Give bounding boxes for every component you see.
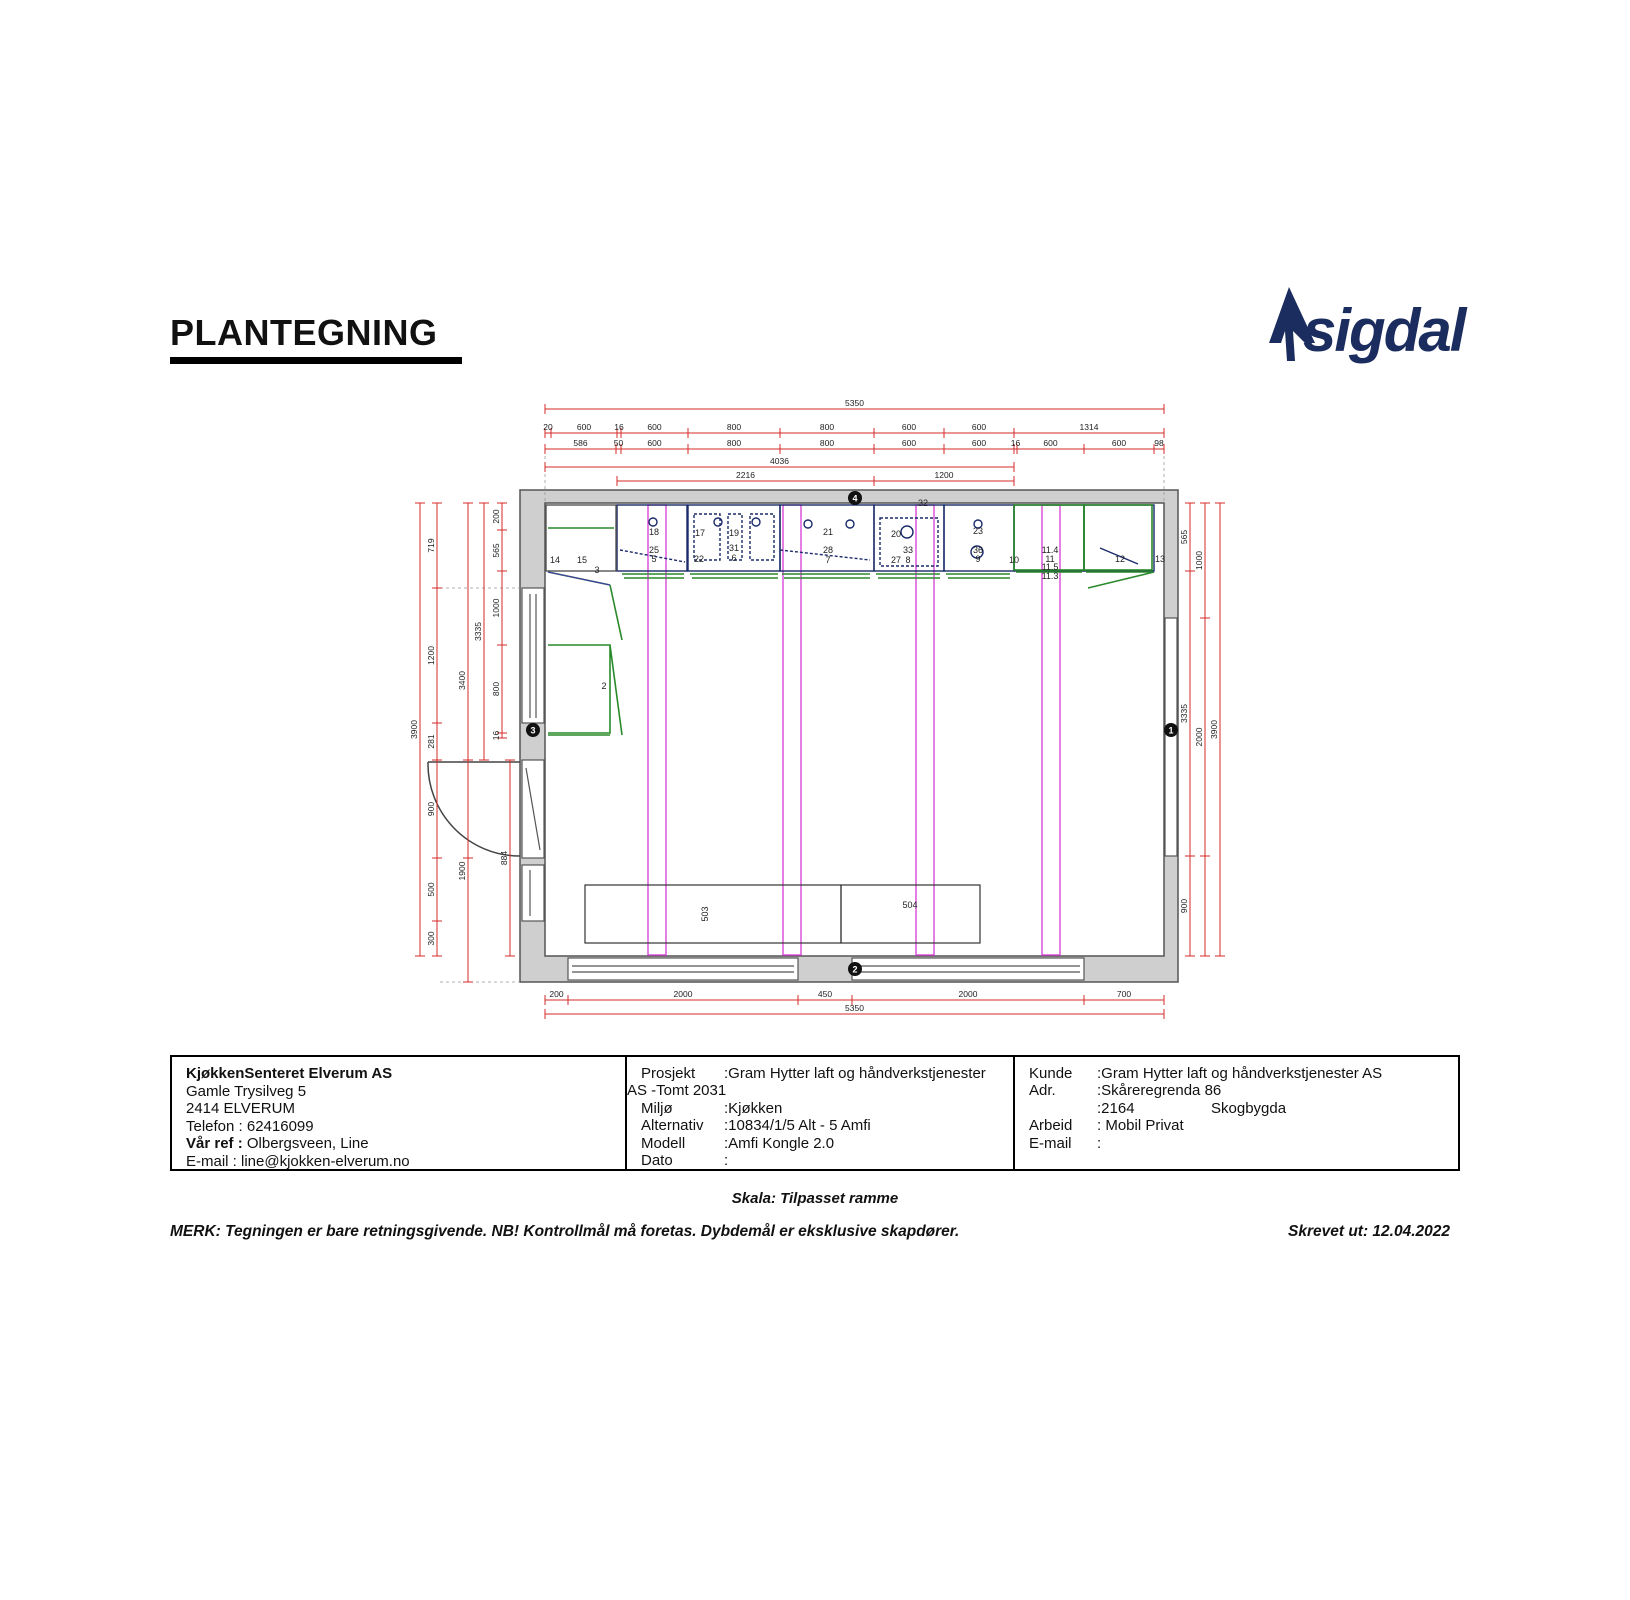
cabinet-label: 3 — [594, 565, 600, 575]
dim-right-col2-label: 2000 — [1194, 727, 1204, 747]
dim-top-row4-label: 2216 — [736, 470, 755, 480]
cabinet-label: 25 — [648, 545, 660, 555]
cabinet-label: 14 — [549, 555, 561, 565]
window-bottom-right — [852, 958, 1084, 980]
cabinet-label: 11.4 — [1041, 545, 1059, 555]
cabinet-label: 11 — [1045, 554, 1055, 564]
cabinet-label: 32 — [917, 498, 929, 508]
dim-bottom-row-label: 2000 — [673, 989, 693, 999]
dim-left-col5-label: 800 — [491, 681, 501, 697]
cabinet-label: 12 — [1114, 554, 1126, 564]
email-value: : — [1097, 1135, 1102, 1152]
dim-right-outer-label: 3900 — [1209, 720, 1219, 739]
ceiling-beams — [648, 505, 1060, 955]
company-zip-city: 2414 ELVERUM — [186, 1100, 295, 1117]
cabinet-label: 5 — [651, 554, 657, 564]
cabinet-label: 11.5 — [1041, 562, 1059, 572]
cabinet-label: 2 — [601, 681, 607, 691]
wall-marker-number: 3 — [530, 725, 536, 736]
dim-top-row1-label: 600 — [576, 422, 592, 432]
city-value: Skogbygda — [1211, 1100, 1287, 1117]
scale-text: Skala: Tilpasset ramme — [731, 1190, 899, 1207]
cabinet-label: 9 — [975, 554, 981, 564]
dim-top-row1-label: 600 — [901, 422, 917, 432]
ref-value: Olbergsveen, Line — [242, 1135, 369, 1152]
dim-left-col2-label: 500 — [426, 882, 436, 897]
miljo-label: Miljø — [641, 1100, 673, 1117]
door-swing — [428, 762, 520, 856]
title-block — [170, 1055, 1460, 1171]
island-label: 503 — [700, 906, 710, 922]
cabinet-label: 17 — [694, 528, 706, 538]
email-label: E-mail — [1029, 1135, 1072, 1152]
company-email: E-mail : line@kjokken-elverum.no — [186, 1152, 410, 1170]
wall-markers — [526, 491, 1178, 976]
wall-cabinets — [546, 505, 1154, 571]
printed-date: Skrevet ut: 12.04.2022 — [1288, 1223, 1450, 1240]
cabinet-label: 21 — [822, 527, 834, 537]
dim-top-row1-label: 1314 — [1079, 422, 1099, 432]
dim-top-row2-label: 800 — [819, 438, 835, 448]
island-cabinet-504 — [841, 885, 980, 943]
cabinet-label: 31 — [728, 543, 740, 553]
dim-top-row2-label: 600 — [1111, 438, 1127, 448]
company-name: KjøkkenSenteret Elverum AS — [186, 1065, 393, 1082]
dim-left-col3b-label: 1900 — [457, 861, 467, 881]
dim-top-row2-label: 600 — [901, 438, 917, 448]
dim-right-col1-label: 900 — [1179, 898, 1189, 914]
dato-value: : — [724, 1152, 729, 1169]
zip-value: :2164 — [1097, 1100, 1135, 1117]
dim-top-row2-label: 600 — [1043, 438, 1058, 448]
cabinet-label: 18 — [648, 527, 660, 537]
cabinet-labels — [550, 498, 1165, 922]
wall-marker-number: 1 — [1168, 725, 1174, 736]
dim-left-col2-label: 1200 — [426, 646, 436, 665]
window-left-bottom — [522, 865, 544, 921]
dim-right-col1-label: 3335 — [1179, 704, 1189, 723]
modell-label: Modell — [641, 1135, 686, 1152]
dim-left-outer-label: 3900 — [409, 720, 419, 739]
adr-value: :Skåreregrenda 86 — [1097, 1082, 1222, 1099]
logo-text: sigdal — [1303, 297, 1465, 364]
corner-diagonal — [548, 572, 610, 585]
dim-top-row1-label: 800 — [726, 422, 742, 432]
cabinet-label: 8 — [905, 555, 911, 565]
prosjekt-label: Prosjekt — [641, 1065, 696, 1082]
wall-marker-number: 2 — [852, 964, 858, 975]
dim-top-row1-label: 20 — [543, 422, 553, 432]
dim-right-col2-label: 1000 — [1194, 551, 1204, 570]
cabinet-label: 22 — [693, 554, 705, 564]
project-info — [627, 1057, 1015, 1169]
island-cabinet-503 — [585, 885, 841, 943]
prosjekt-value-2: AS -Tomt 2031 — [627, 1082, 727, 1099]
dato-label: Dato — [641, 1152, 673, 1169]
dim-left-col5-label: 1000 — [491, 598, 501, 618]
window-bottom-left — [568, 958, 798, 980]
dim-top-row4-label: 1200 — [934, 470, 954, 480]
arbeid-value: : Mobil Privat — [1097, 1117, 1184, 1134]
dim-top-row1-label: 600 — [971, 422, 987, 432]
island-label: 504 — [902, 900, 918, 910]
dim-top-row2-label: 98 — [1154, 438, 1164, 448]
cabinet-label: 10 — [1008, 555, 1020, 565]
dim-top-row1-label: 16 — [614, 422, 624, 432]
arbeid-label: Arbeid — [1029, 1117, 1073, 1134]
kunde-value: :Gram Hytter laft og håndverkstjenester AS — [1097, 1065, 1383, 1082]
page-title: PLANTEGNING — [170, 312, 438, 353]
wall-marker-number: 4 — [852, 493, 858, 504]
cabinet-label: 20 — [890, 529, 902, 539]
ref-label: Vår ref : — [186, 1135, 243, 1152]
dim-left-col2-label: 281 — [426, 734, 436, 749]
cabinet-label: 19 — [728, 528, 740, 538]
dim-top-row2-label: 600 — [971, 438, 987, 448]
dim-left-col2-label: 300 — [426, 931, 436, 946]
company-info — [172, 1057, 627, 1169]
cabinet-label: 28 — [822, 545, 834, 555]
dim-top-total-label: 5350 — [845, 398, 864, 408]
dim-bottom-total-label: 5350 — [845, 1003, 864, 1013]
openings — [522, 588, 1177, 980]
kunde-label: Kunde — [1029, 1065, 1073, 1082]
miljo-value: :Kjøkken — [724, 1100, 783, 1117]
customer-info — [1015, 1057, 1458, 1169]
cabinet-label: 6 — [731, 553, 737, 563]
dim-left-col5-label: 16 — [491, 730, 501, 741]
cabinet-label: 7 — [825, 555, 831, 565]
cabinet-label: 11.3 — [1041, 571, 1059, 581]
dim-left-col5-label: 565 — [491, 543, 501, 558]
dim-left-col2-label: 719 — [426, 538, 436, 553]
prosjekt-value: :Gram Hytter laft og håndverkstjenester — [724, 1065, 986, 1082]
cabinet-label: 23 — [972, 526, 984, 536]
modell-value: :Amfi Kongle 2.0 — [724, 1135, 835, 1152]
dim-left-col2-label: 900 — [426, 801, 436, 817]
dim-top-row3-label: 4036 — [770, 456, 789, 466]
disclaimer-note: MERK: Tegningen er bare retningsgivende. NB! Kontrollmål må foretas. Dybdemål er eksklusive skapdører. — [170, 1223, 960, 1240]
dim-right-col1-label: 565 — [1179, 529, 1189, 545]
cabinet-label: 15 — [576, 555, 588, 565]
dim-top-row1-label: 800 — [819, 422, 835, 432]
dim-left-col4a-label: 3335 — [473, 622, 483, 641]
dim-bottom-row-label: 2000 — [958, 989, 978, 999]
dim-top-row2-label: 16 — [1010, 438, 1021, 448]
dim-left-col5-label: 200 — [491, 509, 501, 524]
alternativ-value: :10834/1/5 Alt - 5 Amfi — [724, 1117, 871, 1134]
dim-bottom-row-label: 200 — [549, 989, 564, 999]
cabinet-label: 27 — [890, 555, 902, 565]
dim-bottom-row-label: 450 — [817, 989, 833, 999]
dim-bottom-row-label: 700 — [1116, 989, 1132, 999]
company-phone: Telefon : 62416099 — [186, 1117, 314, 1135]
window-left-top — [522, 588, 544, 723]
dim-top-row2-label: 800 — [726, 438, 742, 448]
dim-top-row2-label: 50 — [613, 438, 624, 448]
dim-top-row2-label: 600 — [647, 438, 662, 448]
dim-left-col3a-label: 3400 — [457, 671, 467, 690]
cabinet-fronts — [548, 505, 1154, 735]
cabinet-label: 36 — [972, 545, 984, 555]
cabinet-label: 13 — [1154, 554, 1166, 564]
dim-top-row1-label: 600 — [647, 422, 662, 432]
dim-left-col4b-label: 884 — [499, 850, 509, 866]
adr-label: Adr. — [1029, 1082, 1056, 1099]
company-street: Gamle Trysilveg 5 — [186, 1082, 307, 1100]
alternativ-label: Alternativ — [641, 1117, 704, 1134]
dim-top-row2-label: 586 — [573, 438, 588, 448]
walls — [520, 490, 1178, 982]
cabinet-label: 33 — [902, 545, 914, 555]
